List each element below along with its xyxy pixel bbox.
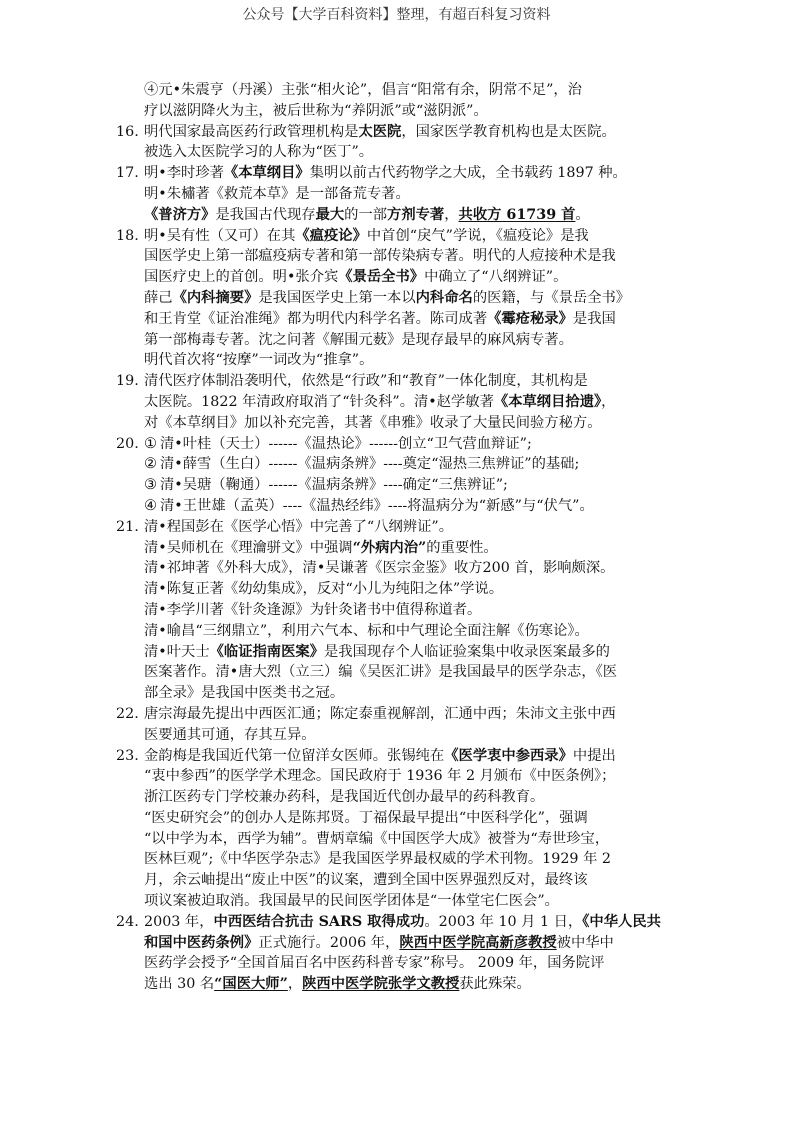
text-segment: 集明以前古代药物学之大成，全书载药 1897 种。 xyxy=(309,165,627,182)
text-segment: ， xyxy=(601,393,616,410)
text-line xyxy=(144,434,676,455)
text-line xyxy=(144,350,676,371)
item-body xyxy=(144,912,676,995)
text-line xyxy=(144,226,676,247)
text-segment: 中首创“戾气”学说，《瘟疫论》是我 xyxy=(366,227,589,244)
item-number: 23. xyxy=(116,747,139,764)
text-segment: 医要通其可通，存其互异。 xyxy=(144,726,316,743)
emphasis-text: 《瘟疫论》 xyxy=(295,227,367,244)
text-segment: 明代首次将“按摩”一词改为“推拿”。 xyxy=(144,352,374,369)
text-line xyxy=(144,725,676,746)
text-segment: 月，余云岫提出“废止中医”的议案，遭到全国中医界强烈反对，最终该 xyxy=(144,872,588,889)
text-segment: 清•吴瑭（鞠通）------《温病条辨》----确定“三焦辨证”; xyxy=(160,477,508,494)
emphasis-text: 《普济方》 xyxy=(144,206,216,223)
text-segment: 被选入太医院学习的人称为“医丁”。 xyxy=(144,144,374,161)
text-line xyxy=(144,600,676,621)
text-line xyxy=(144,621,676,642)
emphasis-text: 最大 xyxy=(315,206,345,223)
text-line xyxy=(144,267,676,288)
text-segment: ， xyxy=(287,976,303,993)
text-segment: 第一部梅毒专著。沈之问著《解围元薮》是现存最早的麻风病专著。 xyxy=(144,331,573,348)
circled-number: ② xyxy=(144,456,157,473)
list-item xyxy=(116,226,676,372)
text-segment: 是我国现存个人临证验案集中收录医案最多的 xyxy=(324,643,610,660)
text-line xyxy=(144,538,676,559)
text-segment: 清•薛雪（生白）------《温病条辨》----奠定“湿热三焦辨证”的基础; xyxy=(160,456,580,473)
circled-number: ① xyxy=(144,435,157,452)
text-segment: 项议案被迫取消。我国最早的民间医学团体是“一体堂宅仁医会”。 xyxy=(144,893,559,910)
text-segment: 2003 年， xyxy=(144,913,214,930)
text-line xyxy=(144,746,676,767)
text-line xyxy=(144,288,676,309)
item-body xyxy=(144,163,676,225)
item-number: 18. xyxy=(116,227,139,244)
text-line xyxy=(144,787,676,808)
emphasis-text: 《本草纲目拾遗》 xyxy=(493,393,602,410)
text-line xyxy=(144,330,676,351)
emphasis-text: 方剂专著 xyxy=(387,206,445,223)
text-line xyxy=(144,704,676,725)
text-line xyxy=(144,496,676,517)
list-item xyxy=(116,704,676,746)
emphasis-text: 陕西中医学院张学文教授 xyxy=(302,976,460,993)
text-segment: ④元•朱震亨（丹溪）主张“相火论”，倡言“阳常有余，阴常不足”，治 xyxy=(144,82,582,98)
item-body xyxy=(144,746,676,912)
document-body xyxy=(116,80,676,995)
text-line xyxy=(144,184,676,205)
text-line xyxy=(144,163,676,184)
text-line xyxy=(144,101,676,122)
list-item xyxy=(116,912,676,995)
item-number: 20. xyxy=(116,435,139,452)
text-line xyxy=(144,413,676,434)
text-segment: 清代医疗体制沿袭明代，依然是“行政”和“教育”一体化制度，其机构是 xyxy=(144,373,588,390)
text-segment: “衷中参西”的医学学术理念。国民政府于 1936 年 2 月颁布《中医条例》； xyxy=(144,768,616,785)
emphasis-text: 《临证指南医案》 xyxy=(209,643,324,660)
item-body xyxy=(144,122,676,164)
emphasis-text: 《内科摘要》 xyxy=(172,289,259,306)
emphasis-text: 和国中医药条例》 xyxy=(144,934,259,951)
text-segment: 清•叶桂（天士）------《温热论》------创立“卫气营血辩证”; xyxy=(160,435,532,452)
emphasis-text: 太医院 xyxy=(358,123,402,140)
text-segment: 疗以滋阴降火为主，被后世称为“养阴派”或“滋阴派”。 xyxy=(144,102,488,119)
item-number: 19. xyxy=(116,373,139,390)
text-line xyxy=(144,517,676,538)
continuation-paragraph xyxy=(116,80,676,122)
emphasis-text: 《本草纲目》 xyxy=(223,165,310,182)
text-segment: 清•王世雄（孟英）----《温热经纬》----将温病分为“新感”与“伏气”。 xyxy=(160,497,594,514)
emphasis-text: 内科命名 xyxy=(415,289,473,306)
text-line xyxy=(144,912,676,933)
emphasis-text: 《霉疮秘录》 xyxy=(487,310,573,327)
text-line xyxy=(144,392,676,413)
text-segment: 的重要性。 xyxy=(426,539,498,556)
item-body xyxy=(144,434,676,517)
item-number: 16. xyxy=(116,123,139,140)
text-line xyxy=(144,558,676,579)
text-line xyxy=(144,454,676,475)
text-line xyxy=(144,870,676,891)
text-line xyxy=(144,309,676,330)
text-segment: 明代国家最高医药行政管理机构是 xyxy=(144,123,359,140)
text-segment: 。 xyxy=(575,206,590,223)
text-line xyxy=(144,80,676,101)
text-segment: 清•叶天士 xyxy=(144,643,210,660)
text-segment: 金韵梅是我国近代第一位留洋女医师。张锡纯在 xyxy=(144,747,445,764)
text-segment: 太医院。1822 年清政府取消了“针灸科”。清•赵学敏著 xyxy=(144,393,494,410)
text-segment: 中确立了“八纲辨证”。 xyxy=(424,269,568,286)
list-item xyxy=(116,122,676,164)
text-line xyxy=(144,642,676,663)
text-segment: 国医学史上第一部瘟疫病专著和第一部传染病专著。明代的人痘接种术是我 xyxy=(144,248,616,265)
text-line xyxy=(144,891,676,912)
list-item xyxy=(116,434,676,517)
text-segment: 是我国 xyxy=(572,310,616,327)
text-line xyxy=(144,122,676,143)
list-item xyxy=(116,746,676,912)
text-segment: 选出 30 名 xyxy=(144,976,215,993)
text-segment: 被中华中 xyxy=(556,934,614,951)
text-line xyxy=(144,662,676,683)
page-header: 公众号【大学百科资料】整理，有超百科复习资料 xyxy=(242,7,551,23)
text-line xyxy=(144,683,676,704)
emphasis-text: “外病内治” xyxy=(352,539,427,556)
circled-number: ③ xyxy=(144,477,157,494)
text-line xyxy=(144,475,676,496)
text-segment: 医林巨观”;《中华医学杂志》是我国医学界最权威的学术刊物。1929 年 2 xyxy=(144,851,612,868)
text-line xyxy=(144,766,676,787)
text-segment: 的医籍，与《景岳全书》 xyxy=(472,289,631,306)
item-body xyxy=(144,226,676,372)
text-segment: 。2003 年 10 月 1 日， xyxy=(424,913,583,930)
text-segment: 清•吴师机在《理瀹骈文》中强调 xyxy=(144,539,353,556)
item-body xyxy=(144,704,676,746)
text-segment: 清•李学川著《针灸逢源》为针灸诸书中值得称道者。 xyxy=(144,601,482,618)
item-number: 24. xyxy=(116,913,139,930)
emphasis-text: 《景岳全书》 xyxy=(338,269,425,286)
emphasis-text: 《中华人民共 xyxy=(582,913,661,930)
text-segment: 是我国医学史上第一本以 xyxy=(258,289,416,306)
text-segment: 清•祁坤著《外科大成》，清•吴谦著《医宗金鉴》收方200 首，影响颇深。 xyxy=(144,560,615,577)
text-segment: 的一部 xyxy=(344,206,388,223)
emphasis-text: “国医大师” xyxy=(214,976,288,993)
text-segment: 清•程国彭在《医学心悟》中完善了“八纲辨证”。 xyxy=(144,518,453,535)
emphasis-text: 陕西中医学院高新彦教授 xyxy=(399,934,557,951)
item-body xyxy=(144,80,676,122)
text-line xyxy=(144,849,676,870)
text-segment: 浙江医药专门学校兼办药科，是我国近代创办最早的药科教育。 xyxy=(144,789,545,806)
list-item xyxy=(116,163,676,225)
item-body xyxy=(144,517,676,704)
text-segment: 部全录》是我国中医类书之冠。 xyxy=(144,685,345,702)
text-segment: 薛己 xyxy=(144,289,173,306)
text-line xyxy=(144,246,676,267)
text-line xyxy=(144,142,676,163)
text-line xyxy=(144,579,676,600)
list-item xyxy=(116,371,676,433)
text-segment: 中提出 xyxy=(572,747,616,764)
item-body xyxy=(144,371,676,433)
text-segment: 清•喻昌“三纲鼎立”，利用六气本、标和中气理论全面注解《伤寒论》。 xyxy=(144,622,589,639)
text-line xyxy=(144,933,676,954)
text-segment: 明•吴有性（又可）在其 xyxy=(144,227,296,244)
emphasis-text: 共收方 61739 首 xyxy=(458,206,576,223)
text-segment: 医药学会授予“全国首届百名中医药科普专家”称号。 2009 年，国务院评 xyxy=(144,955,605,972)
text-line xyxy=(144,953,676,974)
text-line xyxy=(144,808,676,829)
item-number: 21. xyxy=(116,518,139,535)
text-segment: 唐宗海最先提出中西医汇通；陈定泰重视解剖，汇通中西；朱沛文主张中西 xyxy=(144,705,616,722)
text-segment: 获此殊荣。 xyxy=(459,976,531,993)
circled-number: ④ xyxy=(144,497,157,514)
item-number: 22. xyxy=(116,705,139,722)
text-segment: 国医疗史上的首创。明•张介宾 xyxy=(144,269,339,286)
text-segment: ， xyxy=(444,206,459,223)
text-segment: 对《本草纲目》加以补充完善，其著《串雅》收录了大量民间验方秘方。 xyxy=(144,414,602,431)
text-segment: 和王肯堂《证治准绳》都为明代内科学名著。陈司成著 xyxy=(144,310,488,327)
text-segment: “医史研究会”的创办人是陈邦贤。丁福保最早提出“中医科学化”，强调 xyxy=(144,809,588,826)
text-segment: 是我国古代现存 xyxy=(215,206,316,223)
text-segment: 明•李时珍著 xyxy=(144,165,224,182)
text-line xyxy=(144,974,676,995)
text-segment: ，国家医学教育机构也是太医院。 xyxy=(401,123,616,140)
text-line xyxy=(144,829,676,850)
text-segment: 清•陈复正著《幼幼集成》，反对“小儿为纯阳之体”学说。 xyxy=(144,581,504,598)
emphasis-text: 《医学衷中参西录》 xyxy=(444,747,573,764)
text-segment: 正式施行。2006 年， xyxy=(258,934,400,951)
text-line xyxy=(144,205,676,226)
item-number: 17. xyxy=(116,165,139,182)
list-item xyxy=(116,517,676,704)
text-segment: 医案著作。清•唐大烈（立三）编《吴医汇讲》是我国最早的医学杂志，《医 xyxy=(144,664,618,681)
text-segment: 明•朱橚著《救荒本草》是一部备荒专著。 xyxy=(144,185,410,202)
text-line xyxy=(144,371,676,392)
text-segment: “以中学为本，西学为辅”。曹炳章编《中国医学大成》被誉为“寿世珍宝， xyxy=(144,830,610,847)
emphasis-text: 中西医结合抗击 SARS 取得成功 xyxy=(213,913,425,930)
